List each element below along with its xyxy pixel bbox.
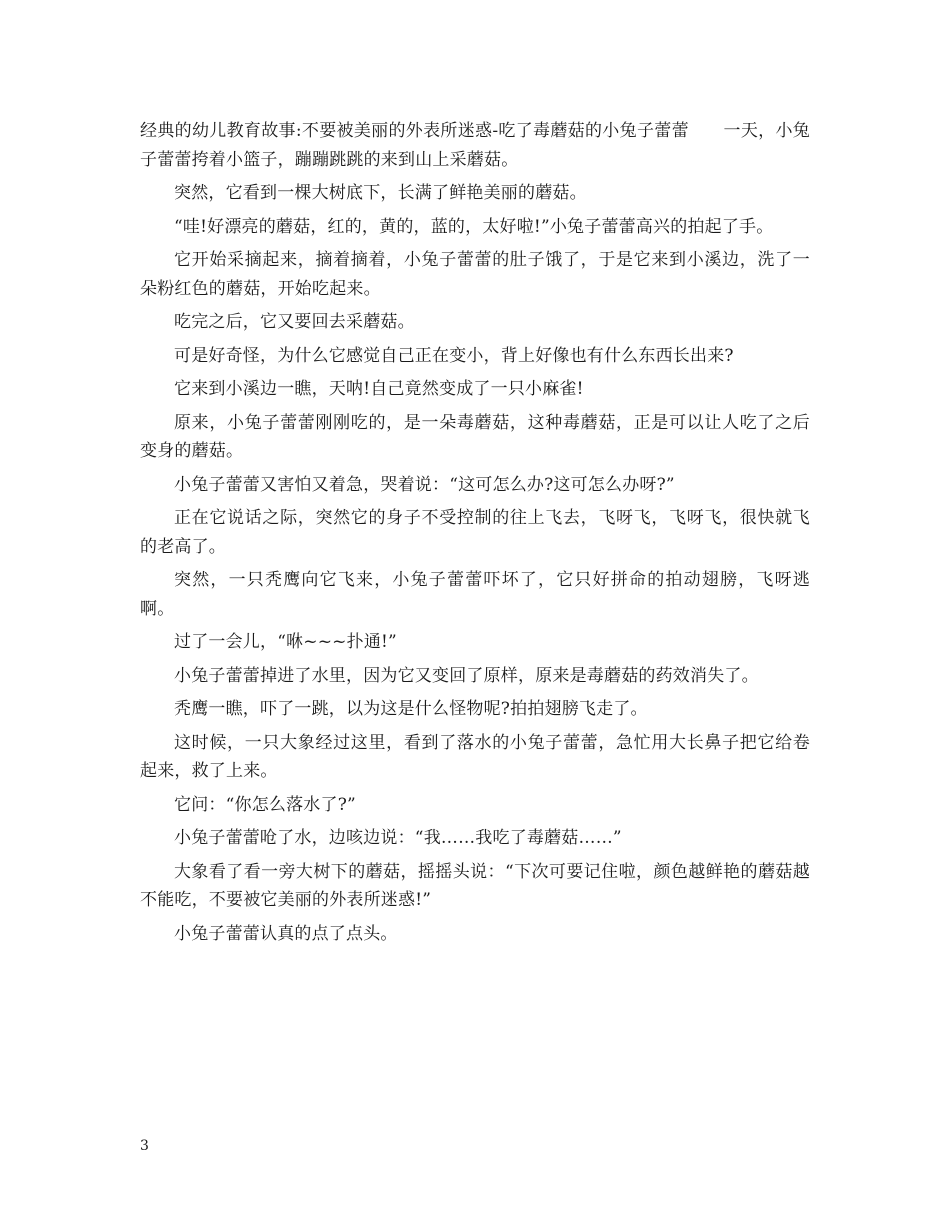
paragraph: 可是好奇怪，为什么它感觉自己正在变小，背上好像也有什么东西长出来? <box>174 345 734 366</box>
paragraph: 吃完之后，它又要回去采蘑菇。 <box>174 312 415 332</box>
story-body <box>140 117 810 953</box>
paragraph-title-intro: 经典的幼儿教育故事:不要被美丽的外表所迷惑-吃了毒蘑菇的小兔子蕾蕾 一天，小兔子蕾蕾挎着小篮子，蹦蹦跳跳的来到山上采蘑菇。 <box>140 121 810 170</box>
paragraph: 大象看了看一旁大树下的蘑菇，摇摇头说：“下次可要记住啦，颜色越鲜艳的蘑菇越不能吃，不要被它美丽的外表所迷惑!” <box>140 861 810 910</box>
paragraph: 它问：“你怎么落水了?” <box>174 794 356 815</box>
paragraph: 它来到小溪边一瞧，天呐!自己竟然变成了一只小麻雀! <box>174 379 584 399</box>
paragraph: 正在它说话之际，突然它的身子不受控制的往上飞去，飞呀飞，飞呀飞，很快就飞的老高了。 <box>140 508 810 557</box>
paragraph: 秃鹰一瞧，吓了一跳，以为这是什么怪物呢?拍拍翅膀飞走了。 <box>174 699 648 719</box>
paragraph: 过了一会儿，“咻~~~扑通!” <box>174 632 397 652</box>
paragraph: 突然，一只秃鹰向它飞来，小兔子蕾蕾吓坏了，它只好拼命的拍动翅膀，飞呀逃啊。 <box>140 570 810 619</box>
paragraph: 小兔子蕾蕾认真的点了点头。 <box>174 923 398 944</box>
paragraph: 小兔子蕾蕾又害怕又着急，哭着说：“这可怎么办?这可怎么办呀?” <box>174 474 675 495</box>
paragraph: “哇!好漂亮的蘑菇，红的，黄的，蓝的，太好啦!”小兔子蕾蕾高兴的拍起了手。 <box>174 216 774 237</box>
paragraph: 小兔子蕾蕾掉进了水里，因为它又变回了原样，原来是毒蘑菇的药效消失了。 <box>174 665 759 686</box>
paragraph: 突然，它看到一棵大树底下，长满了鲜艳美丽的蘑菇。 <box>174 183 587 203</box>
paragraph: 原来，小兔子蕾蕾刚刚吃的，是一朵毒蘑菇，这种毒蘑菇，正是可以让人吃了之后变身的蘑菇。 <box>140 412 810 461</box>
paragraph: 这时候，一只大象经过这里，看到了落水的小兔子蕾蕾，急忙用大长鼻子把它给卷起来，救了上来。 <box>140 732 810 781</box>
paragraph: 它开始采摘起来，摘着摘着，小兔子蕾蕾的肚子饿了，于是它来到小溪边，洗了一朵粉红色的蘑菇，开始吃起来。 <box>140 250 810 299</box>
paragraph: 小兔子蕾蕾呛了水，边咳边说：“我……我吃了毒蘑菇……” <box>174 828 622 848</box>
page-number: 3 <box>140 1138 149 1154</box>
